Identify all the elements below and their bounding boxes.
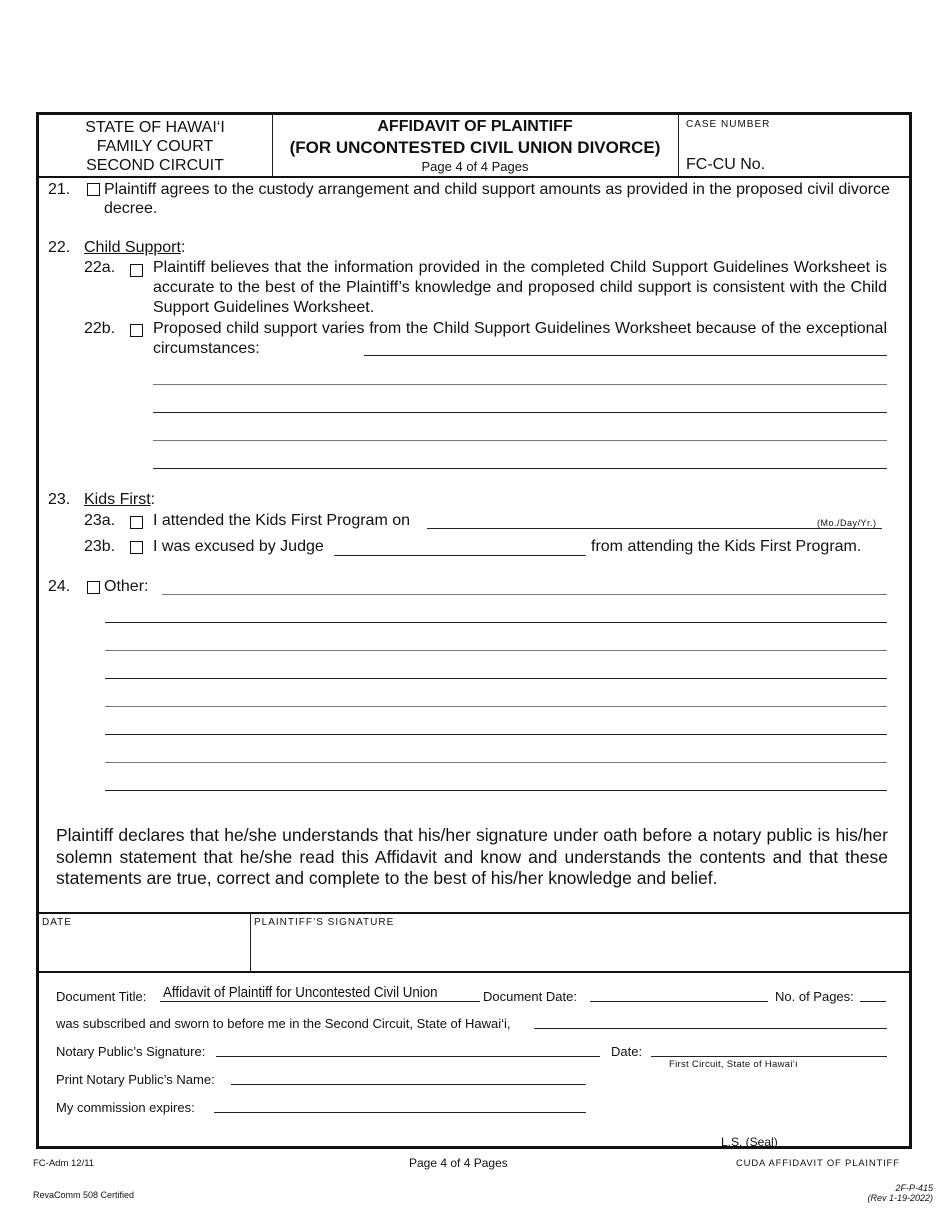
item-23a-text: I attended the Kids First Program on — [153, 512, 411, 529]
item-22b-line-2[interactable] — [153, 384, 887, 385]
item-24-line-6[interactable] — [105, 734, 887, 735]
item-22b-line-3[interactable] — [153, 412, 887, 413]
document-title-value[interactable]: Affidavit of Plaintiff for Uncontested Civil Union — [163, 985, 438, 1001]
item-23-number: 23. — [48, 491, 71, 508]
item-23-title-text: Kids First — [84, 491, 151, 508]
item-23b-judge-line[interactable] — [334, 555, 586, 556]
subscribed-text: was subscribed and sworn to before me in the Second Circuit, State of Hawai‘i, — [56, 1016, 511, 1031]
notary-name-line[interactable] — [231, 1084, 586, 1085]
case-number-label: CASE NUMBER — [686, 119, 771, 130]
date-label: DATE — [42, 917, 72, 928]
footer-form-number-block — [867, 1183, 933, 1203]
commission-line[interactable] — [214, 1112, 586, 1113]
document-date-label: Document Date: — [483, 989, 577, 1004]
case-number-field[interactable]: FC-CU No. — [686, 156, 766, 173]
header-bottom-rule — [38, 176, 910, 178]
item-22b-line-1[interactable] — [364, 355, 887, 356]
header-page-label: Page 4 of 4 Pages — [421, 159, 529, 174]
footer-doc-name: CUDA AFFIDAVIT OF PLAINTIFF — [736, 1158, 900, 1169]
item-21-number: 21. — [48, 181, 71, 198]
plaintiff-signature-label: PLAINTIFF’S SIGNATURE — [254, 917, 395, 928]
item-23b-checkbox[interactable] — [130, 541, 143, 554]
footer-form-code: FC-Adm 12/11 — [33, 1158, 95, 1169]
item-24-line-7[interactable] — [105, 762, 887, 763]
item-23b-text: I was excused by Judge — [153, 538, 324, 555]
item-22a-checkbox[interactable] — [130, 264, 143, 277]
document-date-line[interactable] — [590, 1001, 768, 1002]
notary-date-line[interactable] — [651, 1056, 887, 1057]
item-22b-text: Proposed child support varies from the Child Support Guidelines Worksheet because of the exceptional circumstances: — [153, 320, 887, 357]
item-23-title: Kids First: — [84, 491, 156, 508]
item-24-line-1[interactable] — [162, 594, 887, 595]
title-line-2: (FOR UNCONTESTED CIVIL UNION DIVORCE) — [289, 138, 661, 157]
document-title-line — [160, 1001, 480, 1002]
item-24-line-2[interactable] — [105, 622, 887, 623]
signature-top-rule — [38, 912, 910, 914]
item-24-line-8[interactable] — [105, 790, 887, 791]
footer-certified: RevaComm 508 Certified — [33, 1190, 135, 1200]
header-divider-2 — [678, 114, 679, 177]
plaintiff-signature-field[interactable] — [252, 930, 908, 970]
footer-page-label: Page 4 of 4 Pages — [409, 1156, 508, 1170]
item-24-number: 24. — [48, 578, 71, 595]
declaration-text: Plaintiff declares that he/she understands that his/her signature under oath before a notary public is his/her solemn statement that he/she read this Affidavit and know and understands the contents and that these statements are true, correct and complete to the best of his/her knowledge and belief. — [56, 825, 888, 888]
item-22b-line-4[interactable] — [153, 440, 887, 441]
item-23b-number: 23b. — [84, 538, 116, 555]
item-22-number: 22. — [48, 239, 71, 256]
circuit-note: First Circuit, State of Hawai‘i — [669, 1059, 798, 1070]
form-title — [274, 117, 676, 175]
item-24-text: Other: — [104, 578, 149, 595]
court-line-circuit: SECOND CIRCUIT — [86, 157, 224, 174]
commission-label: My commission expires: — [56, 1100, 195, 1115]
pages-label: No. of Pages: — [775, 989, 854, 1004]
item-24-line-5[interactable] — [105, 706, 887, 707]
item-24-line-3[interactable] — [105, 650, 887, 651]
notary-signature-line[interactable] — [216, 1056, 600, 1057]
court-line-family: FAMILY COURT — [96, 138, 214, 155]
item-21-text: Plaintiff agrees to the custody arrangement and child support amounts as provided in the proposed civil divorce decree. — [104, 181, 890, 217]
title-line-1: AFFIDAVIT OF PLAINTIFF — [377, 118, 573, 135]
document-title-label: Document Title: — [56, 989, 147, 1004]
item-22b-line-5[interactable] — [153, 468, 887, 469]
item-22-title-text: Child Support — [84, 239, 181, 256]
item-22b-number: 22b. — [84, 320, 116, 337]
court-name — [40, 118, 270, 175]
pages-line[interactable] — [860, 1001, 886, 1002]
signature-divider — [250, 913, 251, 972]
notary-signature-label: Notary Public’s Signature: — [56, 1044, 206, 1059]
item-22a-number: 22a. — [84, 259, 116, 276]
item-22a-text: Plaintiff believes that the information provided in the completed Child Support Guidelines Worksheet is accurate to the best of the Plaintiff’s knowledge and proposed child support is consistent with the Child Support Guidelines Worksheet. — [153, 259, 887, 316]
subscribed-line[interactable] — [534, 1028, 887, 1029]
signature-bottom-rule — [38, 971, 910, 973]
item-24-line-4[interactable] — [105, 678, 887, 679]
item-22b-checkbox[interactable] — [130, 324, 143, 337]
item-23a-date-line[interactable] — [427, 528, 882, 529]
item-23a-date-hint: (Mo./Day/Yr.) — [817, 518, 877, 528]
seal-label: L.S. (Seal) — [721, 1135, 778, 1149]
footer-form-number: 2F-P-415 — [895, 1183, 933, 1193]
notary-name-label: Print Notary Public’s Name: — [56, 1072, 215, 1087]
date-field[interactable] — [40, 930, 248, 970]
footer-revision: (Rev 1-19-2022) — [867, 1193, 933, 1203]
item-24-checkbox[interactable] — [87, 581, 100, 594]
item-23a-checkbox[interactable] — [130, 516, 143, 529]
item-21-checkbox[interactable] — [87, 183, 100, 196]
header-divider-1 — [272, 114, 273, 177]
court-line-state: STATE OF HAWAI‘I — [85, 119, 225, 136]
notary-date-label: Date: — [611, 1044, 643, 1059]
item-23a-number: 23a. — [84, 512, 116, 529]
item-22-title: Child Support: — [84, 239, 186, 256]
item-23b-text-end: from attending the Kids First Program. — [591, 538, 862, 555]
